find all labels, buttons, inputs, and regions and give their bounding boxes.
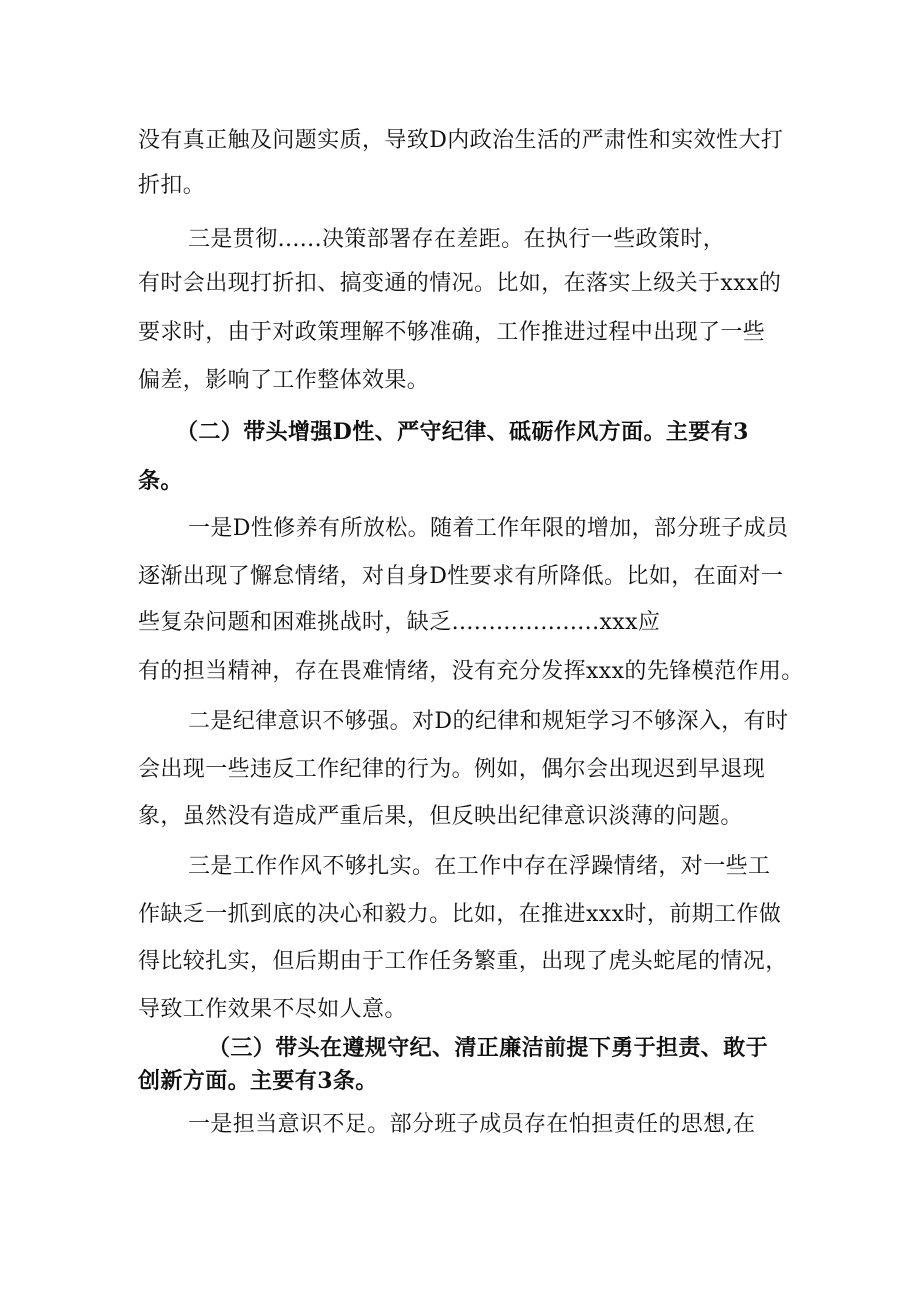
body-text-line: 导致工作效果不尽如人意。 xyxy=(138,997,407,1022)
body-text-line: 有时会出现打折扣、搞变通的情况。比如，在落实上级关于xxx的 xyxy=(138,271,782,296)
section-heading-line: 条。 xyxy=(138,468,183,494)
body-text-line: 折扣。 xyxy=(138,173,206,198)
paragraph-start-line: 一是D性修养有所放松。随着工作年限的增加，部分班子成员 xyxy=(188,516,789,541)
body-text-line: 得比较扎实，但后期由于工作任务繁重，出现了虎头蛇尾的情况， xyxy=(138,949,788,974)
section-heading-line: （二）带头增强D性、严守纪律、砥砺作风方面。主要有3 xyxy=(176,419,749,445)
body-text-line: 会出现一些违反工作纪律的行为。例如，偶尔会出现迟到早退现 xyxy=(138,757,766,782)
body-text-line: 有的担当精神，存在畏难情绪，没有充分发挥xxx的先锋模范作用。 xyxy=(138,659,804,684)
paragraph-start-line: 三是工作作风不够扎实。在工作中存在浮躁情绪，对一些工 xyxy=(188,854,771,879)
body-text-line: 逐渐出现了懈怠情绪，对自身D性要求有所降低。比如，在面对一 xyxy=(138,564,784,589)
section-heading-line: （三）带头在遵规守纪、清正廉洁前提下勇于担责、敢于 xyxy=(208,1035,769,1061)
body-text-line: 偏差，影响了工作整体效果。 xyxy=(138,368,430,393)
body-text-line: 些复杂问题和困难挑战时，缺乏....................xxx应 xyxy=(138,610,661,635)
paragraph-start-line: 三是贯彻......决策部署存在差距。在执行一些政策时， xyxy=(188,227,726,252)
body-text-line: 象，虽然没有造成严重后果，但反映出纪律意识淡薄的问题。 xyxy=(138,804,743,829)
body-text-line: 没有真正触及问题实质，导致D内政治生活的严肃性和实效性大打 xyxy=(138,128,784,153)
paragraph-start-line: 一是担当意识不足。部分班子成员存在怕担责任的思想,在 xyxy=(188,1112,756,1137)
section-heading-line: 创新方面。主要有3条。 xyxy=(138,1068,378,1094)
body-text-line: 作缺乏一抓到底的决心和毅力。比如，在推进xxx时，前期工作做 xyxy=(138,902,782,927)
body-text-line: 要求时，由于对政策理解不够准确，工作推进过程中出现了一些 xyxy=(138,320,766,345)
paragraph-start-line: 二是纪律意识不够强。对D的纪律和规矩学习不够深入，有时 xyxy=(188,709,789,734)
